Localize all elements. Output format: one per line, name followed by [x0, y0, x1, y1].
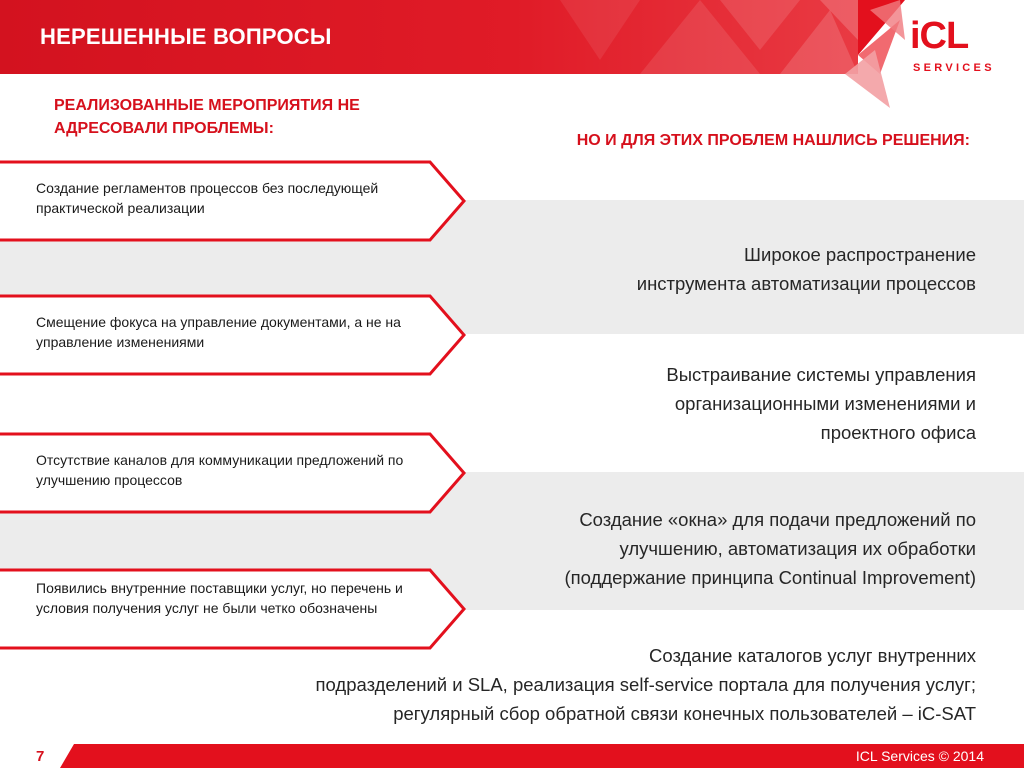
- problem-text-1: Создание регламентов процессов без последующей практической реализации: [36, 180, 379, 216]
- solution-text-1: Широкое распространение инструмента автоматизации процессов: [636, 244, 976, 294]
- solution-text-3: Создание «окна» для подачи предложений по улучшению, автоматизация их обработки (поддержание принципа Continual Improvement): [564, 509, 976, 588]
- problem-text-3: Отсутствие каналов для коммуникации предложений по улучшению процессов: [36, 452, 404, 488]
- logo-word: iCL: [910, 15, 969, 57]
- solution-text-2: Выстраивание системы управления организационными изменениями и проектного офиса: [666, 364, 976, 443]
- problem-text-2: Смещение фокуса на управление документами, а не на управление изменениями: [36, 314, 401, 350]
- slide-footer: [0, 744, 1024, 768]
- copyright-text: ICL Services © 2014: [855, 748, 984, 764]
- problem-arrow-3: [0, 430, 470, 516]
- solutions-heading: НО И ДЛЯ ЭТИХ ПРОБЛЕМ НАШЛИСЬ РЕШЕНИЯ:: [576, 132, 970, 149]
- page-number: 7: [36, 748, 45, 765]
- icl-logo: [910, 15, 995, 76]
- problem-arrow-1: [0, 158, 470, 244]
- page-title: НЕРЕШЕННЫЕ ВОПРОСЫ: [40, 24, 332, 49]
- logo-subtitle: SERVICES: [913, 62, 995, 74]
- problem-text-4: Появились внутренние поставщики услуг, но перечень и условия получения услуг не были четко обозначены: [36, 580, 403, 616]
- problem-arrow-4: [0, 566, 470, 652]
- slide-header: [0, 0, 1024, 74]
- problems-heading: РЕАЛИЗОВАННЫЕ МЕРОПРИЯТИЯ НЕ АДРЕСОВАЛИ ПРОБЛЕМЫ:: [54, 97, 360, 137]
- solution-text-4: Создание каталогов услуг внутренних подразделений и SLA, реализация self-service портала для получения услуг; регулярный сбор обратной связи конечных пользователей – iC-SAT: [315, 645, 976, 724]
- problem-arrow-2: [0, 292, 470, 378]
